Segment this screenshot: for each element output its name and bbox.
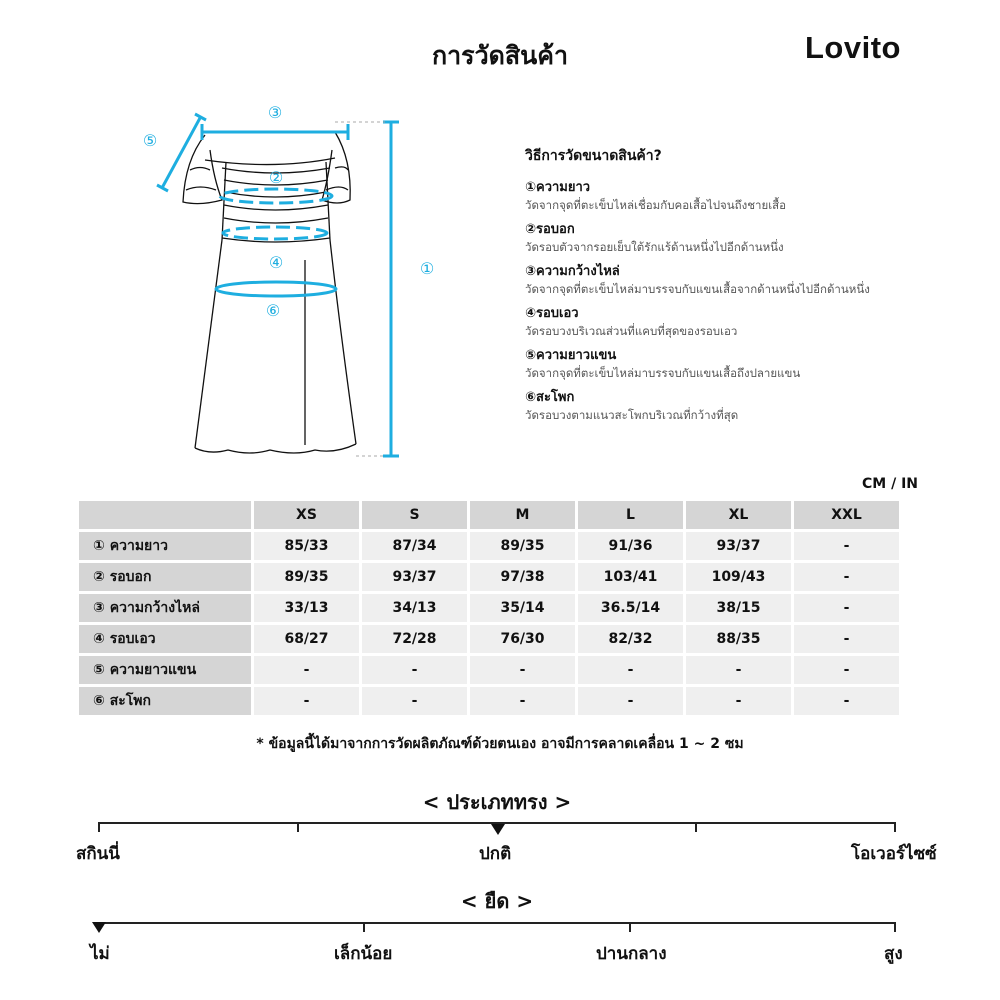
table-row [79, 532, 899, 560]
table-corner [79, 501, 251, 529]
marker-shoulder: ③ [267, 103, 283, 122]
row-label: ① ความยาว [79, 532, 251, 560]
instruction-item [525, 347, 945, 382]
size-header: XS [254, 501, 359, 529]
stretch-scale-tick [363, 922, 365, 932]
row-label: ④ รอบเอว [79, 625, 251, 653]
table-cell: - [254, 656, 359, 684]
instruction-item [525, 179, 945, 214]
size-header: L [578, 501, 683, 529]
brand-logo: Lovito [805, 30, 901, 65]
table-cell: 97/38 [470, 563, 575, 591]
table-cell: 91/36 [578, 532, 683, 560]
marker-sleeve: ⑤ [142, 131, 158, 150]
fit-scale-tick [98, 822, 100, 832]
instructions-heading: วิธีการวัดขนาดสินค้า? [525, 148, 662, 164]
table-cell: 72/28 [362, 625, 467, 653]
table-cell: - [794, 532, 899, 560]
marker-chest: ② [268, 168, 284, 187]
table-cell: 89/35 [470, 532, 575, 560]
instruction-title: ②รอบอก [525, 222, 575, 237]
dress-diagram [120, 95, 440, 465]
page-title: การวัดสินค้า [432, 41, 568, 70]
table-cell: 34/13 [362, 594, 467, 622]
table-row [79, 625, 899, 653]
instruction-item [525, 305, 945, 340]
table-cell: 35/14 [470, 594, 575, 622]
table-cell: 38/15 [686, 594, 791, 622]
instruction-item [525, 221, 945, 256]
instruction-title: ③ความกว้างไหล่ [525, 264, 620, 279]
instruction-desc: วัดรอบตัวจากรอยเย็บใต้รักแร้ด้านหนึ่งไปอีกด้านหนึ่ง [525, 240, 784, 254]
instruction-title: ①ความยาว [525, 180, 591, 195]
table-cell: - [686, 687, 791, 715]
instruction-desc: วัดรอบวงตามแนวสะโพกบริเวณที่กว้างที่สุด [525, 408, 739, 422]
stretch-scale-title: < ยืด > [460, 889, 534, 913]
instruction-desc: วัดจากจุดที่ตะเข็บไหล่มาบรรจบกับแขนเสื้อถึงปลายแขน [525, 366, 801, 380]
table-cell: 89/35 [254, 563, 359, 591]
row-label: ⑤ ความยาวแขน [79, 656, 251, 684]
instruction-desc: วัดจากจุดที่ตะเข็บไหล่มาบรรจบกับแขนเสื้อจากด้านหนึ่งไปอีกด้านหนึ่ง [525, 282, 870, 296]
stretch-label-high: สูง [884, 944, 903, 964]
size-header: XXL [794, 501, 899, 529]
stretch-label-medium: ปานกลาง [596, 944, 667, 964]
table-cell: 33/13 [254, 594, 359, 622]
table-cell: - [470, 656, 575, 684]
table-cell: - [362, 656, 467, 684]
fit-scale-marker [491, 824, 505, 835]
size-header: M [470, 501, 575, 529]
instruction-title: ⑥สะโพก [525, 390, 575, 405]
table-cell: - [578, 656, 683, 684]
fit-scale-tick [297, 822, 299, 832]
table-cell: 85/33 [254, 532, 359, 560]
measurement-note: * ข้อมูลนี้ได้มาจากการวัดผลิตภัณฑ์ด้วยตนเอง อาจมีการคลาดเคลื่อน 1 ~ 2 ซม [256, 736, 744, 752]
table-cell: - [470, 687, 575, 715]
table-cell: 88/35 [686, 625, 791, 653]
stretch-label-none: ไม่ [90, 944, 110, 964]
table-cell: - [794, 625, 899, 653]
stretch-label-slight: เล็กน้อย [334, 944, 393, 964]
table-cell: - [794, 687, 899, 715]
size-header: XL [686, 501, 791, 529]
instruction-item [525, 263, 945, 298]
table-row [79, 563, 899, 591]
row-label: ② รอบอก [79, 563, 251, 591]
table-cell: - [254, 687, 359, 715]
instruction-title: ④รอบเอว [525, 306, 579, 321]
stretch-scale-marker [92, 922, 106, 933]
table-cell: 93/37 [362, 563, 467, 591]
table-cell: 76/30 [470, 625, 575, 653]
table-cell: - [794, 563, 899, 591]
stretch-scale-line [98, 922, 895, 924]
marker-hip: ⑥ [265, 301, 281, 320]
unit-label: CM / IN [862, 476, 918, 492]
table-row [79, 594, 899, 622]
table-header-row [79, 501, 899, 529]
table-cell: 87/34 [362, 532, 467, 560]
row-label: ⑥ สะโพก [79, 687, 251, 715]
table-cell: 93/37 [686, 532, 791, 560]
stretch-scale-tick [629, 922, 631, 932]
instruction-desc: วัดรอบวงบริเวณส่วนที่แคบที่สุดของรอบเอว [525, 324, 738, 338]
marker-waist: ④ [268, 253, 284, 272]
table-cell: 103/41 [578, 563, 683, 591]
marker-length: ① [419, 259, 435, 278]
instruction-desc: วัดจากจุดที่ตะเข็บไหล่เชื่อมกับคอเสื้อไปจนถึงชายเสื้อ [525, 198, 787, 212]
table-cell: - [686, 656, 791, 684]
measure-instructions [525, 145, 945, 424]
stretch-scale-tick [894, 922, 896, 932]
instruction-item [525, 389, 945, 424]
size-header: S [362, 501, 467, 529]
table-cell: 109/43 [686, 563, 791, 591]
table-cell: 82/32 [578, 625, 683, 653]
table-cell: - [578, 687, 683, 715]
table-cell: 68/27 [254, 625, 359, 653]
size-table [76, 498, 902, 718]
fit-label-regular: ปกติ [479, 844, 512, 864]
instruction-title: ⑤ความยาวแขน [525, 348, 617, 363]
table-cell: - [362, 687, 467, 715]
table-row [79, 656, 899, 684]
fit-scale-tick [894, 822, 896, 832]
row-label: ③ ความกว้างไหล่ [79, 594, 251, 622]
table-row [79, 687, 899, 715]
fit-scale-tick [695, 822, 697, 832]
table-cell: - [794, 656, 899, 684]
fit-label-oversize: โอเวอร์ไซซ์ [851, 844, 937, 864]
fit-label-skinny: สกินนี่ [76, 844, 120, 864]
fit-scale-title: < ประเภททรง > [422, 790, 572, 814]
table-cell: 36.5/14 [578, 594, 683, 622]
table-cell: - [794, 594, 899, 622]
